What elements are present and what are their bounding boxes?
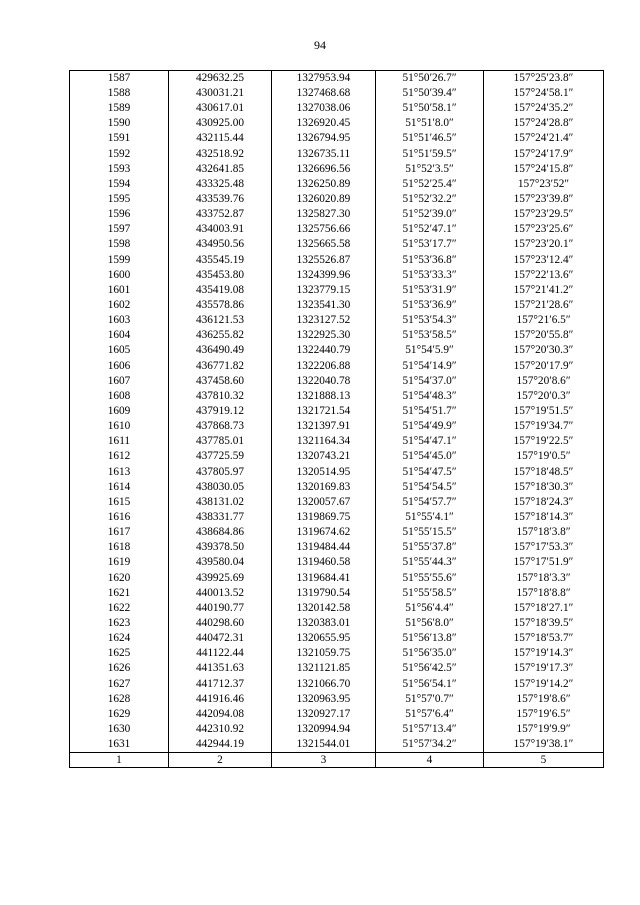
point-number-cell: 1602 <box>70 298 169 313</box>
table-row <box>70 328 604 343</box>
table-row <box>70 207 604 222</box>
longitude-cell: 157°18′30.3″ <box>484 480 604 495</box>
x-coordinate-cell: 437725.59 <box>169 450 272 465</box>
latitude-cell: 51°54′47.5″ <box>376 465 484 480</box>
x-coordinate-cell: 437785.01 <box>169 434 272 449</box>
y-coordinate-cell: 1320169.83 <box>272 480 376 495</box>
y-coordinate-cell: 1324399.96 <box>272 268 376 283</box>
column-number-row <box>70 753 604 768</box>
latitude-cell: 51°54′45.0″ <box>376 450 484 465</box>
longitude-cell: 157°20′0.3″ <box>484 389 604 404</box>
table-row <box>70 737 604 753</box>
point-number-cell: 1631 <box>70 737 169 753</box>
latitude-cell: 51°55′55.6″ <box>376 571 484 586</box>
latitude-cell: 51°56′4.4″ <box>376 601 484 616</box>
y-coordinate-cell: 1319790.54 <box>272 586 376 601</box>
longitude-cell: 157°18′8.8″ <box>484 586 604 601</box>
longitude-cell: 157°23′25.6″ <box>484 222 604 237</box>
point-number-cell: 1618 <box>70 540 169 555</box>
table-row <box>70 116 604 131</box>
table-row <box>70 344 604 359</box>
y-coordinate-cell: 1325827.30 <box>272 207 376 222</box>
point-number-cell: 1622 <box>70 601 169 616</box>
y-coordinate-cell: 1323127.52 <box>272 313 376 328</box>
point-number-cell: 1600 <box>70 268 169 283</box>
point-number-cell: 1601 <box>70 283 169 298</box>
x-coordinate-cell: 442094.08 <box>169 707 272 722</box>
table-row <box>70 661 604 676</box>
table-body <box>70 71 604 753</box>
x-coordinate-cell: 441712.37 <box>169 677 272 692</box>
x-coordinate-cell: 436255.82 <box>169 328 272 343</box>
longitude-cell: 157°18′39.5″ <box>484 616 604 631</box>
y-coordinate-cell: 1326020.89 <box>272 192 376 207</box>
longitude-cell: 157°24′17.9″ <box>484 147 604 162</box>
latitude-cell: 51°54′57.7″ <box>376 495 484 510</box>
latitude-cell: 51°57′13.4″ <box>376 722 484 737</box>
point-number-cell: 1597 <box>70 222 169 237</box>
point-number-cell: 1604 <box>70 328 169 343</box>
longitude-cell: 157°24′21.4″ <box>484 132 604 147</box>
table-row <box>70 192 604 207</box>
longitude-cell: 157°19′22.5″ <box>484 434 604 449</box>
y-coordinate-cell: 1319460.58 <box>272 556 376 571</box>
latitude-cell: 51°54′5.9″ <box>376 344 484 359</box>
x-coordinate-cell: 436771.82 <box>169 359 272 374</box>
point-number-cell: 1609 <box>70 404 169 419</box>
point-number-cell: 1590 <box>70 116 169 131</box>
longitude-cell: 157°23′12.4″ <box>484 253 604 268</box>
y-coordinate-cell: 1320963.95 <box>272 692 376 707</box>
latitude-cell: 51°53′36.8″ <box>376 253 484 268</box>
longitude-cell: 157°21′28.6″ <box>484 298 604 313</box>
x-coordinate-cell: 430031.21 <box>169 86 272 101</box>
point-number-cell: 1605 <box>70 344 169 359</box>
y-coordinate-cell: 1321164.34 <box>272 434 376 449</box>
table-row <box>70 450 604 465</box>
x-coordinate-cell: 435419.08 <box>169 283 272 298</box>
point-number-cell: 1589 <box>70 101 169 116</box>
x-coordinate-cell: 435453.80 <box>169 268 272 283</box>
y-coordinate-cell: 1325526.87 <box>272 253 376 268</box>
table-row <box>70 677 604 692</box>
latitude-cell: 51°52′39.0″ <box>376 207 484 222</box>
longitude-cell: 157°20′8.6″ <box>484 374 604 389</box>
y-coordinate-cell: 1321066.70 <box>272 677 376 692</box>
y-coordinate-cell: 1326250.89 <box>272 177 376 192</box>
x-coordinate-cell: 441122.44 <box>169 646 272 661</box>
table-row <box>70 238 604 253</box>
point-number-cell: 1626 <box>70 661 169 676</box>
longitude-cell: 157°24′58.1″ <box>484 86 604 101</box>
point-number-cell: 1612 <box>70 450 169 465</box>
page-number: 94 <box>314 38 326 52</box>
y-coordinate-cell: 1326920.45 <box>272 116 376 131</box>
table-row <box>70 374 604 389</box>
x-coordinate-cell: 432115.44 <box>169 132 272 147</box>
latitude-cell: 51°54′47.1″ <box>376 434 484 449</box>
longitude-cell: 157°18′3.3″ <box>484 571 604 586</box>
y-coordinate-cell: 1320927.17 <box>272 707 376 722</box>
x-coordinate-cell: 430925.00 <box>169 116 272 131</box>
table-row <box>70 571 604 586</box>
x-coordinate-cell: 434950.56 <box>169 238 272 253</box>
point-number-cell: 1606 <box>70 359 169 374</box>
x-coordinate-cell: 440298.60 <box>169 616 272 631</box>
y-coordinate-cell: 1319684.41 <box>272 571 376 586</box>
table-row <box>70 707 604 722</box>
x-coordinate-cell: 436121.53 <box>169 313 272 328</box>
table-row <box>70 540 604 555</box>
x-coordinate-cell: 440472.31 <box>169 631 272 646</box>
table-row <box>70 298 604 313</box>
latitude-cell: 51°57′6.4″ <box>376 707 484 722</box>
table-row <box>70 71 604 87</box>
y-coordinate-cell: 1321721.54 <box>272 404 376 419</box>
table-row <box>70 556 604 571</box>
column-number-3: 3 <box>272 753 376 768</box>
y-coordinate-cell: 1320514.95 <box>272 465 376 480</box>
longitude-cell: 157°18′24.3″ <box>484 495 604 510</box>
latitude-cell: 51°55′37.8″ <box>376 540 484 555</box>
latitude-cell: 51°52′25.4″ <box>376 177 484 192</box>
y-coordinate-cell: 1322925.30 <box>272 328 376 343</box>
y-coordinate-cell: 1321544.01 <box>272 737 376 753</box>
point-number-cell: 1629 <box>70 707 169 722</box>
longitude-cell: 157°23′52″ <box>484 177 604 192</box>
point-number-cell: 1610 <box>70 419 169 434</box>
column-number-4: 4 <box>376 753 484 768</box>
point-number-cell: 1614 <box>70 480 169 495</box>
table-row <box>70 631 604 646</box>
point-number-cell: 1617 <box>70 525 169 540</box>
table-row <box>70 101 604 116</box>
point-number-cell: 1620 <box>70 571 169 586</box>
longitude-cell: 157°18′48.5″ <box>484 465 604 480</box>
x-coordinate-cell: 437868.73 <box>169 419 272 434</box>
x-coordinate-cell: 438030.05 <box>169 480 272 495</box>
longitude-cell: 157°19′14.3″ <box>484 646 604 661</box>
y-coordinate-cell: 1323541.30 <box>272 298 376 313</box>
point-number-cell: 1624 <box>70 631 169 646</box>
latitude-cell: 51°55′44.3″ <box>376 556 484 571</box>
longitude-cell: 157°18′14.3″ <box>484 510 604 525</box>
y-coordinate-cell: 1320655.95 <box>272 631 376 646</box>
point-number-cell: 1595 <box>70 192 169 207</box>
latitude-cell: 51°54′48.3″ <box>376 389 484 404</box>
longitude-cell: 157°17′53.3″ <box>484 540 604 555</box>
x-coordinate-cell: 436490.49 <box>169 344 272 359</box>
x-coordinate-cell: 430617.01 <box>169 101 272 116</box>
table-row <box>70 586 604 601</box>
point-number-cell: 1625 <box>70 646 169 661</box>
longitude-cell: 157°20′17.9″ <box>484 359 604 374</box>
point-number-cell: 1627 <box>70 677 169 692</box>
column-number-5: 5 <box>484 753 604 768</box>
table-row <box>70 525 604 540</box>
latitude-cell: 51°53′36.9″ <box>376 298 484 313</box>
latitude-cell: 51°54′37.0″ <box>376 374 484 389</box>
table-row <box>70 132 604 147</box>
latitude-cell: 51°54′51.7″ <box>376 404 484 419</box>
x-coordinate-cell: 441916.46 <box>169 692 272 707</box>
x-coordinate-cell: 429632.25 <box>169 71 272 87</box>
y-coordinate-cell: 1320994.94 <box>272 722 376 737</box>
point-number-cell: 1593 <box>70 162 169 177</box>
latitude-cell: 51°54′54.5″ <box>376 480 484 495</box>
longitude-cell: 157°20′55.8″ <box>484 328 604 343</box>
y-coordinate-cell: 1322440.79 <box>272 344 376 359</box>
coordinates-table <box>69 70 604 768</box>
latitude-cell: 51°57′0.7″ <box>376 692 484 707</box>
x-coordinate-cell: 435578.86 <box>169 298 272 313</box>
x-coordinate-cell: 440013.52 <box>169 586 272 601</box>
latitude-cell: 51°52′32.2″ <box>376 192 484 207</box>
x-coordinate-cell: 439580.04 <box>169 556 272 571</box>
latitude-cell: 51°50′26.7″ <box>376 71 484 87</box>
latitude-cell: 51°57′34.2″ <box>376 737 484 753</box>
longitude-cell: 157°19′0.5″ <box>484 450 604 465</box>
point-number-cell: 1607 <box>70 374 169 389</box>
x-coordinate-cell: 438131.02 <box>169 495 272 510</box>
latitude-cell: 51°52′3.5″ <box>376 162 484 177</box>
point-number-cell: 1592 <box>70 147 169 162</box>
longitude-cell: 157°23′39.8″ <box>484 192 604 207</box>
latitude-cell: 51°55′4.1″ <box>376 510 484 525</box>
table-row <box>70 465 604 480</box>
x-coordinate-cell: 437805.97 <box>169 465 272 480</box>
table-row <box>70 359 604 374</box>
x-coordinate-cell: 435545.19 <box>169 253 272 268</box>
x-coordinate-cell: 432518.92 <box>169 147 272 162</box>
column-number-1: 1 <box>70 753 169 768</box>
y-coordinate-cell: 1321888.13 <box>272 389 376 404</box>
table-row <box>70 86 604 101</box>
x-coordinate-cell: 442310.92 <box>169 722 272 737</box>
point-number-cell: 1588 <box>70 86 169 101</box>
y-coordinate-cell: 1320383.01 <box>272 616 376 631</box>
y-coordinate-cell: 1320142.58 <box>272 601 376 616</box>
column-number-2: 2 <box>169 753 272 768</box>
table-row <box>70 222 604 237</box>
point-number-cell: 1599 <box>70 253 169 268</box>
point-number-cell: 1591 <box>70 132 169 147</box>
table-row <box>70 404 604 419</box>
table-row <box>70 616 604 631</box>
table-row <box>70 434 604 449</box>
point-number-cell: 1611 <box>70 434 169 449</box>
y-coordinate-cell: 1326696.56 <box>272 162 376 177</box>
y-coordinate-cell: 1319484.44 <box>272 540 376 555</box>
point-number-cell: 1596 <box>70 207 169 222</box>
latitude-cell: 51°56′54.1″ <box>376 677 484 692</box>
longitude-cell: 157°24′28.8″ <box>484 116 604 131</box>
table-row <box>70 510 604 525</box>
y-coordinate-cell: 1327468.68 <box>272 86 376 101</box>
longitude-cell: 157°19′6.5″ <box>484 707 604 722</box>
table-row <box>70 283 604 298</box>
table-row <box>70 268 604 283</box>
longitude-cell: 157°19′9.9″ <box>484 722 604 737</box>
table-row <box>70 480 604 495</box>
y-coordinate-cell: 1325665.58 <box>272 238 376 253</box>
table-row <box>70 495 604 510</box>
y-coordinate-cell: 1319674.62 <box>272 525 376 540</box>
longitude-cell: 157°19′51.5″ <box>484 404 604 419</box>
y-coordinate-cell: 1320057.67 <box>272 495 376 510</box>
longitude-cell: 157°18′53.7″ <box>484 631 604 646</box>
x-coordinate-cell: 432641.85 <box>169 162 272 177</box>
longitude-cell: 157°24′35.2″ <box>484 101 604 116</box>
table-row <box>70 646 604 661</box>
latitude-cell: 51°53′31.9″ <box>376 283 484 298</box>
latitude-cell: 51°51′46.5″ <box>376 132 484 147</box>
point-number-cell: 1608 <box>70 389 169 404</box>
x-coordinate-cell: 441351.63 <box>169 661 272 676</box>
point-number-cell: 1613 <box>70 465 169 480</box>
latitude-cell: 51°56′35.0″ <box>376 646 484 661</box>
table-row <box>70 601 604 616</box>
longitude-cell: 157°23′20.1″ <box>484 238 604 253</box>
longitude-cell: 157°19′38.1″ <box>484 737 604 753</box>
x-coordinate-cell: 437810.32 <box>169 389 272 404</box>
longitude-cell: 157°18′27.1″ <box>484 601 604 616</box>
point-number-cell: 1630 <box>70 722 169 737</box>
point-number-cell: 1623 <box>70 616 169 631</box>
latitude-cell: 51°53′33.3″ <box>376 268 484 283</box>
longitude-cell: 157°19′8.6″ <box>484 692 604 707</box>
longitude-cell: 157°17′51.9″ <box>484 556 604 571</box>
latitude-cell: 51°51′8.0″ <box>376 116 484 131</box>
longitude-cell: 157°19′34.7″ <box>484 419 604 434</box>
latitude-cell: 51°55′15.5″ <box>376 525 484 540</box>
y-coordinate-cell: 1322206.88 <box>272 359 376 374</box>
table-row <box>70 389 604 404</box>
point-number-cell: 1616 <box>70 510 169 525</box>
latitude-cell: 51°53′58.5″ <box>376 328 484 343</box>
latitude-cell: 51°50′39.4″ <box>376 86 484 101</box>
longitude-cell: 157°25′23.8″ <box>484 71 604 87</box>
point-number-cell: 1587 <box>70 71 169 87</box>
table-row <box>70 313 604 328</box>
x-coordinate-cell: 434003.91 <box>169 222 272 237</box>
longitude-cell: 157°21′6.5″ <box>484 313 604 328</box>
y-coordinate-cell: 1321121.85 <box>272 661 376 676</box>
latitude-cell: 51°53′54.3″ <box>376 313 484 328</box>
longitude-cell: 157°19′17.3″ <box>484 661 604 676</box>
y-coordinate-cell: 1326794.95 <box>272 132 376 147</box>
y-coordinate-cell: 1323779.15 <box>272 283 376 298</box>
point-number-cell: 1619 <box>70 556 169 571</box>
table-row <box>70 722 604 737</box>
y-coordinate-cell: 1320743.21 <box>272 450 376 465</box>
table-row <box>70 253 604 268</box>
table-row <box>70 177 604 192</box>
table-row <box>70 162 604 177</box>
y-coordinate-cell: 1327038.06 <box>272 101 376 116</box>
longitude-cell: 157°22′13.6″ <box>484 268 604 283</box>
x-coordinate-cell: 438684.86 <box>169 525 272 540</box>
point-number-cell: 1628 <box>70 692 169 707</box>
x-coordinate-cell: 437919.12 <box>169 404 272 419</box>
latitude-cell: 51°53′17.7″ <box>376 238 484 253</box>
y-coordinate-cell: 1322040.78 <box>272 374 376 389</box>
latitude-cell: 51°55′58.5″ <box>376 586 484 601</box>
latitude-cell: 51°54′49.9″ <box>376 419 484 434</box>
table-row <box>70 692 604 707</box>
longitude-cell: 157°21′41.2″ <box>484 283 604 298</box>
latitude-cell: 51°54′14.9″ <box>376 359 484 374</box>
x-coordinate-cell: 440190.77 <box>169 601 272 616</box>
point-number-cell: 1615 <box>70 495 169 510</box>
point-number-cell: 1621 <box>70 586 169 601</box>
x-coordinate-cell: 439378.50 <box>169 540 272 555</box>
x-coordinate-cell: 439925.69 <box>169 571 272 586</box>
y-coordinate-cell: 1327953.94 <box>272 71 376 87</box>
latitude-cell: 51°56′42.5″ <box>376 661 484 676</box>
latitude-cell: 51°52′47.1″ <box>376 222 484 237</box>
y-coordinate-cell: 1321059.75 <box>272 646 376 661</box>
x-coordinate-cell: 438331.77 <box>169 510 272 525</box>
longitude-cell: 157°19′14.2″ <box>484 677 604 692</box>
latitude-cell: 51°56′13.8″ <box>376 631 484 646</box>
point-number-cell: 1594 <box>70 177 169 192</box>
latitude-cell: 51°56′8.0″ <box>376 616 484 631</box>
y-coordinate-cell: 1325756.66 <box>272 222 376 237</box>
table-row <box>70 147 604 162</box>
x-coordinate-cell: 437458.60 <box>169 374 272 389</box>
table-row <box>70 419 604 434</box>
point-number-cell: 1603 <box>70 313 169 328</box>
longitude-cell: 157°18′3.8″ <box>484 525 604 540</box>
y-coordinate-cell: 1321397.91 <box>272 419 376 434</box>
longitude-cell: 157°24′15.8″ <box>484 162 604 177</box>
x-coordinate-cell: 442944.19 <box>169 737 272 753</box>
point-number-cell: 1598 <box>70 238 169 253</box>
x-coordinate-cell: 433325.48 <box>169 177 272 192</box>
longitude-cell: 157°23′29.5″ <box>484 207 604 222</box>
latitude-cell: 51°51′59.5″ <box>376 147 484 162</box>
y-coordinate-cell: 1326735.11 <box>272 147 376 162</box>
y-coordinate-cell: 1319869.75 <box>272 510 376 525</box>
latitude-cell: 51°50′58.1″ <box>376 101 484 116</box>
longitude-cell: 157°20′30.3″ <box>484 344 604 359</box>
x-coordinate-cell: 433539.76 <box>169 192 272 207</box>
x-coordinate-cell: 433752.87 <box>169 207 272 222</box>
